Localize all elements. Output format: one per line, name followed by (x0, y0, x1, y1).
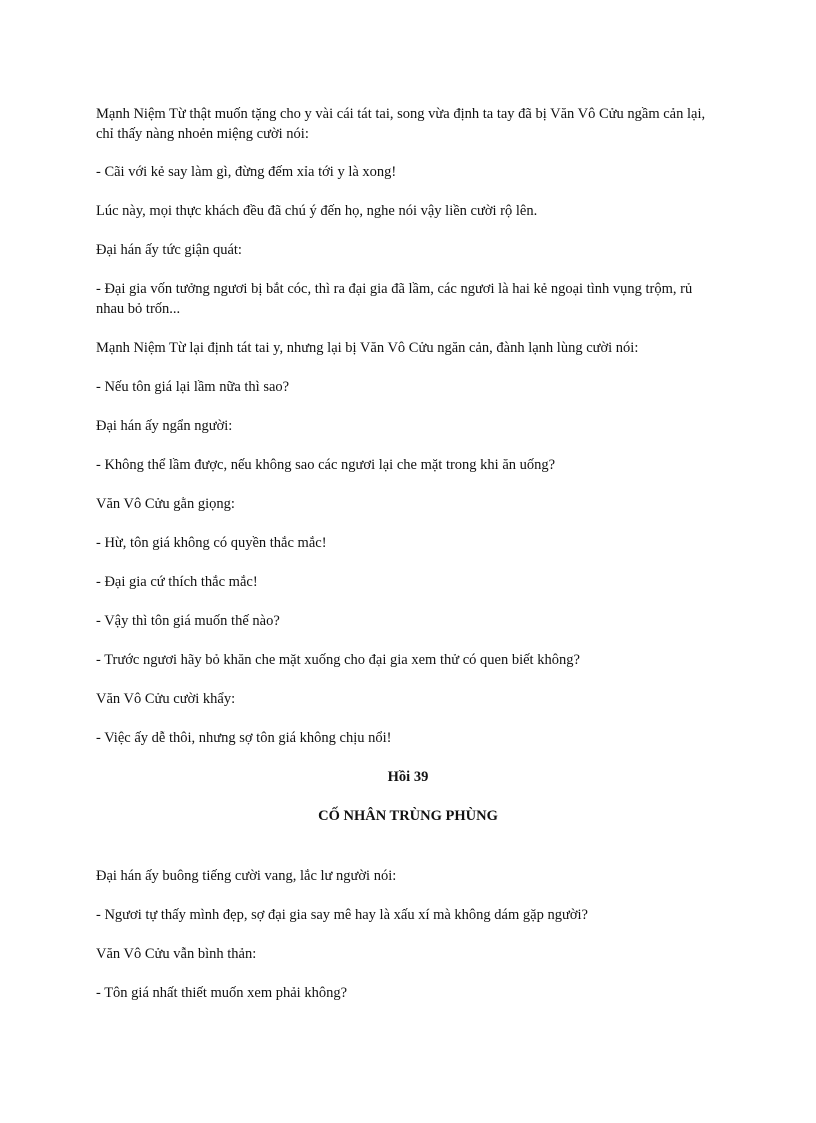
paragraph: - Nếu tôn giá lại lầm nữa thì sao? (96, 379, 290, 395)
paragraph: - Không thể lầm được, nếu không sao các ngươi lại che mặt trong khi ăn uống? (96, 457, 556, 473)
chapter-title: CỐ NHÂN TRÙNG PHÙNG (318, 808, 498, 824)
paragraph: - Tôn giá nhất thiết muốn xem phải không? (96, 985, 348, 1001)
paragraph: - Cãi với kẻ say làm gì, đừng đếm xỉa tới y là xong! (96, 164, 397, 180)
paragraph: Mạnh Niệm Từ thật muốn tặng cho y vài cái tát tai, song vừa định ta tay đã bị Văn Vô Cửu ngầm cản lại, chỉ thấy nàng nhoẻn miệng cười nói: (96, 106, 706, 142)
paragraph: - Ngươi tự thấy mình đẹp, sợ đại gia say mê hay là xấu xí mà không dám gặp người? (96, 907, 588, 923)
paragraph: Đại hán ấy tức giận quát: (96, 242, 242, 258)
chapter-number: Hồi 39 (387, 769, 429, 785)
paragraph: Đại hán ấy buông tiếng cười vang, lắc lư người nói: (96, 868, 397, 884)
paragraph: Mạnh Niệm Từ lại định tát tai y, nhưng lại bị Văn Vô Cửu ngăn cản, đành lạnh lùng cười nói: (96, 340, 639, 356)
paragraph: Văn Vô Cửu vẫn bình thản: (96, 946, 257, 962)
paragraph: - Vậy thì tôn giá muốn thế nào? (96, 613, 280, 629)
paragraph: - Đại gia vốn tưởng ngươi bị bắt cóc, thì ra đại gia đã lầm, các ngươi là hai kẻ ngoại tình vụng trộm, rủ nhau bỏ trốn... (96, 281, 693, 317)
paragraph: Văn Vô Cửu cười khẩy: (96, 691, 236, 707)
paragraph: Đại hán ấy ngẩn người: (96, 418, 233, 434)
paragraph: - Trước ngươi hãy bỏ khăn che mặt xuống cho đại gia xem thử có quen biết không? (96, 652, 580, 668)
paragraph: Lúc này, mọi thực khách đều đã chú ý đến họ, nghe nói vậy liền cười rộ lên. (96, 203, 538, 219)
paragraph: Văn Vô Cửu gằn giọng: (96, 496, 235, 512)
paragraph: - Việc ấy dễ thôi, nhưng sợ tôn giá không chịu nổi! (96, 730, 392, 746)
paragraph: - Đại gia cứ thích thắc mắc! (96, 574, 258, 590)
paragraph: - Hừ, tôn giá không có quyền thắc mắc! (96, 535, 327, 551)
